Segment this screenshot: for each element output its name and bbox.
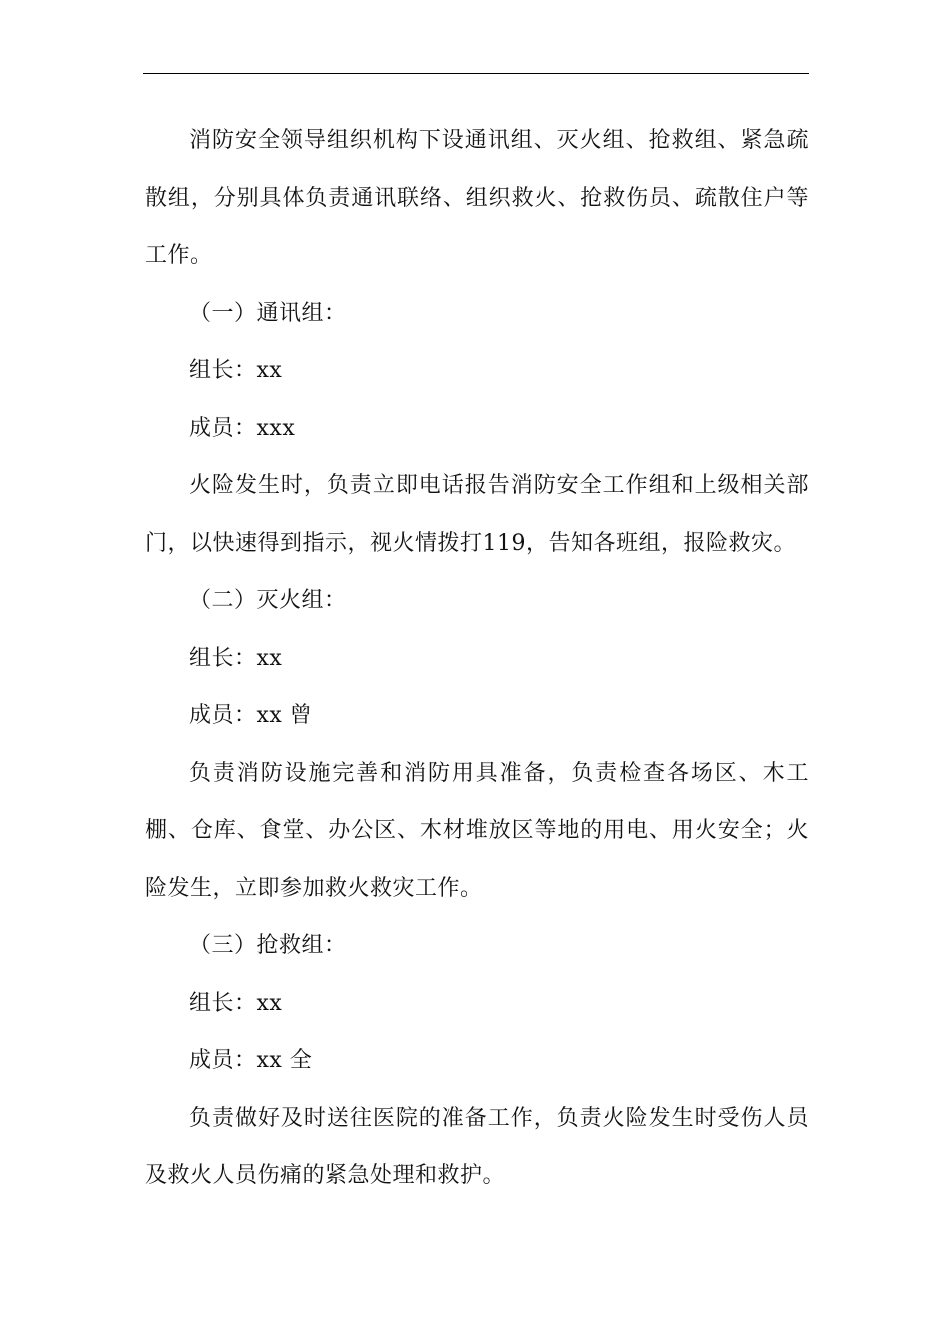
communication-duties: 火险发生时，负责立即电话报告消防安全工作组和上级相关部门，以快速得到指示，视火情拨打119，告知各班组，报险救灾。 bbox=[145, 473, 809, 556]
section-heading-firefighting: （二）灭火组： bbox=[189, 588, 347, 613]
paragraph-intro: 消防安全领导组织机构下设通讯组、灭火组、抢救组、紧急疏散组，分别具体负责通讯联络、组织救火、抢救伤员、疏散住户等工作。 bbox=[145, 128, 809, 268]
section-heading-communication: （一）通讯组： bbox=[189, 300, 347, 326]
header-rule bbox=[143, 73, 809, 74]
document-body bbox=[145, 112, 809, 1205]
communication-leader: 组长：xx bbox=[189, 358, 283, 383]
firefighting-duties: 负责消防设施完善和消防用具准备，负责检查各场区、木工棚、仓库、食堂、办公区、木材堆放区等地的用电、用火安全；火险发生，立即参加救火救灾工作。 bbox=[145, 760, 809, 901]
firefighting-members: 成员：xx 曾 bbox=[189, 703, 313, 728]
section-heading-rescue: （三）抢救组： bbox=[189, 933, 347, 958]
rescue-duties: 负责做好及时送往医院的准备工作，负责火险发生时受伤人员及救火人员伤痛的紧急处理和救护。 bbox=[145, 1105, 809, 1188]
rescue-members: 成员：xx 全 bbox=[189, 1048, 313, 1073]
communication-members: 成员：xxx bbox=[189, 415, 296, 441]
rescue-leader: 组长：xx bbox=[189, 990, 283, 1016]
firefighting-leader: 组长：xx bbox=[189, 645, 283, 671]
